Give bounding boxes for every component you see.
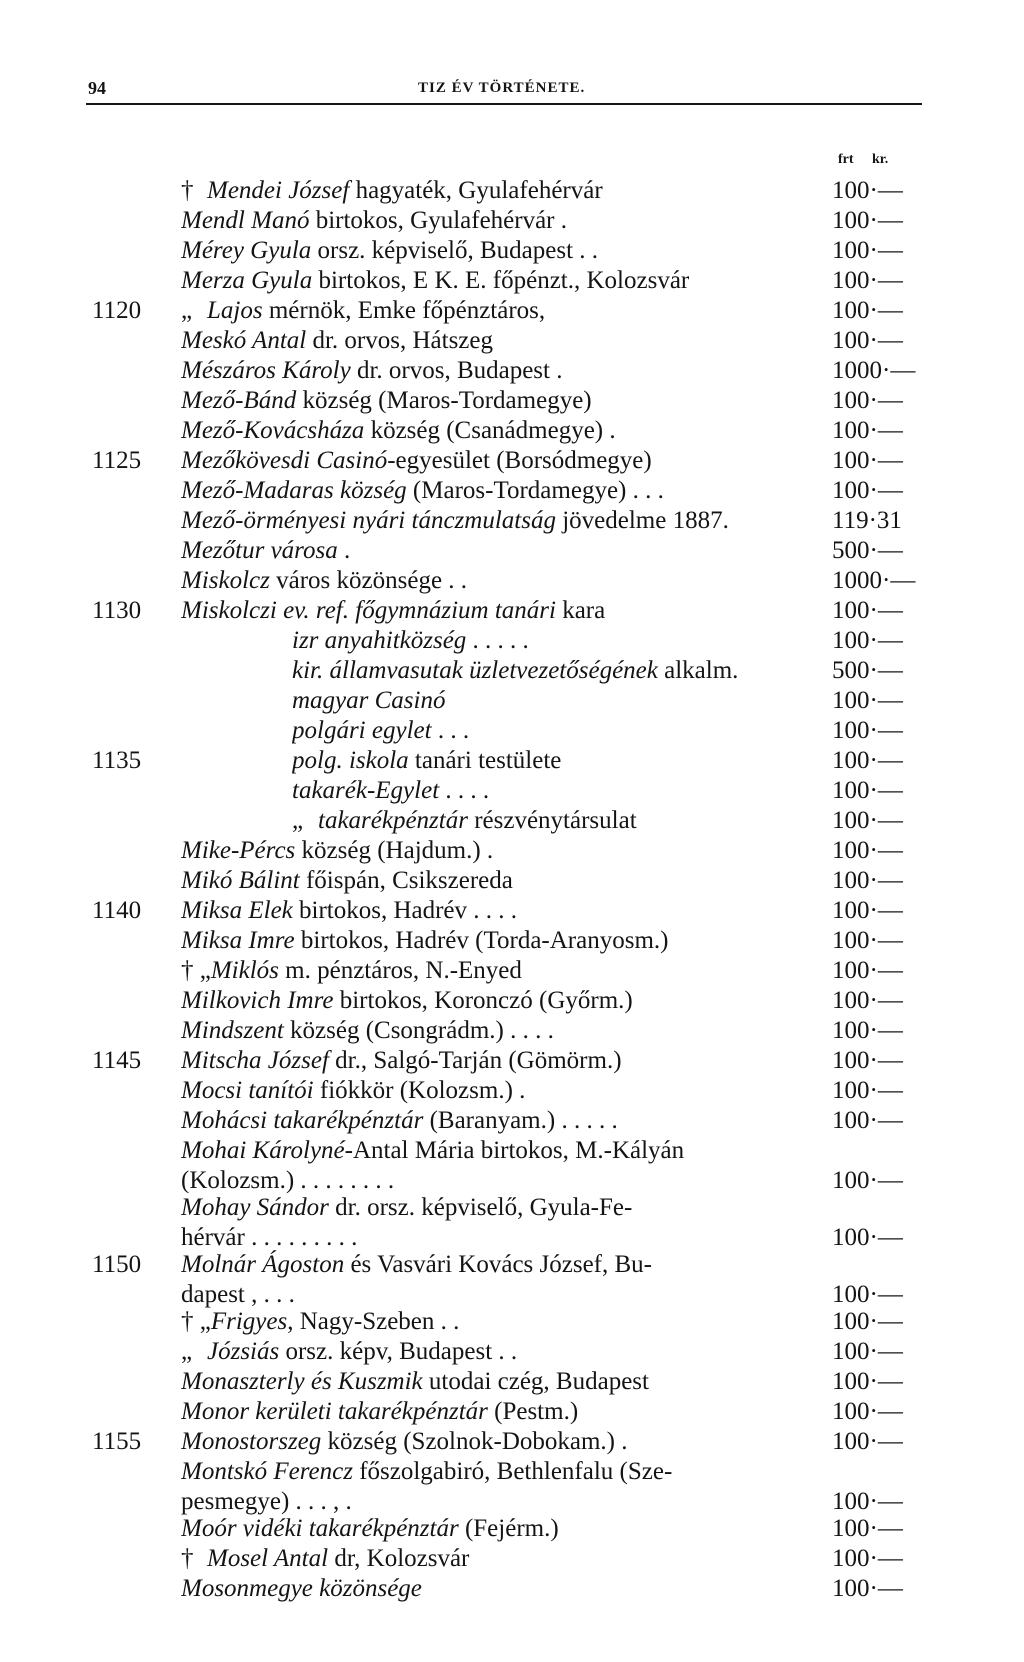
list-item xyxy=(0,206,1024,236)
entry-text xyxy=(181,1106,821,1136)
entry-text xyxy=(292,716,822,746)
entry-description: dr, Kolozsvár xyxy=(328,1545,470,1572)
entry-amount: 100·— xyxy=(832,1515,903,1542)
entry-name: polg. iskola xyxy=(292,747,409,774)
entry-name: takarék-Egylet xyxy=(292,777,440,804)
entry-amount: 100·— xyxy=(832,477,903,504)
entry-name: Frigyes xyxy=(210,1308,288,1335)
entry-amount: 100·— xyxy=(832,207,903,234)
entry-description: . . . . xyxy=(439,777,490,804)
entry-name: Mezőtur városa xyxy=(181,537,338,564)
entry-description: (Kolozsm.) . . . . . . . . xyxy=(181,1167,395,1194)
entry-text xyxy=(292,656,822,686)
entry-number: 1135 xyxy=(92,747,142,774)
entry-description: község (Szolnok-Dobokam.) . xyxy=(321,1428,628,1455)
list-item xyxy=(0,686,1024,716)
entry-name: Miksa Elek xyxy=(181,897,293,924)
entry-description: dr., Salgó-Tarján (Gömörm.) xyxy=(328,1047,622,1074)
running-title: TIZ ÉV TÖRTÉNETE. xyxy=(418,80,586,96)
entry-name: izr anyahitközség xyxy=(292,627,467,654)
entry-description: részvénytársulat xyxy=(467,807,637,834)
entry-amount: 500·— xyxy=(832,657,903,684)
entry-text xyxy=(181,1307,821,1337)
entry-text xyxy=(181,536,821,566)
list-item xyxy=(0,386,1024,416)
entry-text xyxy=(181,1046,821,1076)
entry-amount: 100·— xyxy=(832,267,903,294)
list-item xyxy=(0,716,1024,746)
entry-text xyxy=(181,386,821,416)
entry-text xyxy=(181,1136,821,1166)
entry-name: Mező-örményesi nyári tánczmulatság xyxy=(181,507,556,534)
entry-description: község (Maros-Tordamegye) xyxy=(296,387,592,414)
entry-amount: 100·— xyxy=(832,927,903,954)
entry-amount: 100·— xyxy=(832,1488,903,1515)
entry-text xyxy=(181,1397,821,1427)
entry-text xyxy=(181,926,821,956)
entry-description: fiókkör (Kolozsm.) . xyxy=(313,1077,526,1104)
entry-text xyxy=(181,356,821,386)
entry-text xyxy=(181,476,821,506)
entry-amount: 100·— xyxy=(832,687,903,714)
entry-amount: 100·— xyxy=(832,1545,903,1572)
entry-description: pesmegye) . . . , . xyxy=(181,1488,352,1515)
entry-text xyxy=(181,836,821,866)
entry-description: orsz. képviselő, Budapest . . xyxy=(311,237,599,264)
entry-description: orsz. képv, Budapest . . xyxy=(279,1338,518,1365)
list-item xyxy=(0,836,1024,866)
entry-amount: 100·— xyxy=(832,1338,903,1365)
list-item xyxy=(0,506,1024,536)
list-item xyxy=(0,1046,1024,1076)
entry-name: Mezőkövesdi Casinó xyxy=(181,447,388,474)
list-item xyxy=(0,236,1024,266)
entry-description: dr. orvos, Hátszeg xyxy=(306,327,493,354)
header-rule xyxy=(86,103,922,105)
entry-name: Milkovich Imre xyxy=(181,987,334,1014)
entry-amount: 100·— xyxy=(832,237,903,264)
list-item xyxy=(0,536,1024,566)
entry-amount: 100·— xyxy=(832,1308,903,1335)
entry-text xyxy=(181,866,821,896)
entry-description: birtokos, Gyulafehérvár . xyxy=(309,207,568,234)
list-item xyxy=(0,746,1024,776)
entry-mark: † xyxy=(181,177,194,204)
entry-text xyxy=(181,326,821,356)
entry-text xyxy=(181,206,821,236)
entry-text xyxy=(181,236,821,266)
entry-amount: 100·— xyxy=(832,387,903,414)
entry-amount: 100·— xyxy=(832,897,903,924)
entry-amount: 100·— xyxy=(832,1575,903,1602)
list-item xyxy=(0,1487,1024,1514)
entry-description: . . . xyxy=(431,717,470,744)
entry-text xyxy=(181,1514,821,1544)
entry-name: Mike-Pércs xyxy=(181,837,296,864)
entry-name: Montskó Ferencz xyxy=(181,1458,353,1485)
entry-name: Mocsi tanítói xyxy=(181,1077,314,1104)
entry-name: Mészáros Károly xyxy=(181,357,351,384)
list-item xyxy=(0,1076,1024,1106)
entry-name: Miskolczi ev. ref. főgymnázium tanári xyxy=(181,597,556,624)
entry-description: . . . . . xyxy=(466,627,529,654)
entry-amount: 500·— xyxy=(832,537,903,564)
list-item xyxy=(0,896,1024,926)
entry-amount: 1000·— xyxy=(832,567,916,594)
list-item xyxy=(0,656,1024,686)
entry-description: m. pénztáros, N.-Enyed xyxy=(278,957,522,984)
entry-name: Miklós xyxy=(210,957,279,984)
entry-name: Mendei József xyxy=(207,177,350,204)
list-item xyxy=(0,1016,1024,1046)
entry-description: dapest , . . . xyxy=(181,1281,295,1308)
list-item xyxy=(0,776,1024,806)
entry-text xyxy=(181,446,821,476)
list-item xyxy=(0,326,1024,356)
entry-name: kir. államvasutak üzletvezetőségének xyxy=(292,657,658,684)
entry-amount: 100·— xyxy=(832,447,903,474)
entry-number: 1145 xyxy=(92,1047,142,1074)
entry-amount: 100·— xyxy=(832,1281,903,1308)
list-item xyxy=(0,986,1024,1016)
list-item xyxy=(0,1193,1024,1223)
entry-amount: 100·— xyxy=(832,1047,903,1074)
entry-name: Mosonmegye közönsége xyxy=(181,1575,422,1602)
entry-name: Molnár Ágoston xyxy=(181,1251,345,1278)
entry-name: polgári egylet xyxy=(292,717,432,744)
list-item xyxy=(0,1544,1024,1574)
entry-mark: † „ xyxy=(181,1308,211,1335)
entry-description: birtokos, Koronczó (Győrm.) xyxy=(333,987,633,1014)
entry-text xyxy=(181,176,821,206)
entry-description: , Nagy-Szeben . . xyxy=(287,1308,460,1335)
entry-text xyxy=(181,1076,821,1106)
entry-text xyxy=(181,1574,821,1604)
donor-list xyxy=(0,176,1024,1604)
entry-name: Monostorszeg xyxy=(181,1428,322,1455)
list-item xyxy=(0,356,1024,386)
entry-name: Mohai Károlyné xyxy=(181,1137,345,1164)
entry-amount: 100·— xyxy=(832,957,903,984)
list-item xyxy=(0,1106,1024,1136)
entry-name: Mező-Madaras község xyxy=(181,477,407,504)
entry-description: kara xyxy=(555,597,606,624)
entry-name: Moór vidéki takarékpénztár xyxy=(181,1515,459,1542)
column-kr: kr. xyxy=(872,152,889,167)
entry-amount: 100·— xyxy=(832,777,903,804)
entry-text xyxy=(181,1427,821,1457)
list-item xyxy=(0,926,1024,956)
entry-text xyxy=(292,806,822,836)
list-item xyxy=(0,416,1024,446)
entry-name: Miskolcz xyxy=(181,567,270,594)
list-item xyxy=(0,1457,1024,1487)
entry-amount: 100·— xyxy=(832,327,903,354)
entry-amount: 100·— xyxy=(832,297,903,324)
entry-amount: 100·— xyxy=(832,1368,903,1395)
entry-amount: 100·— xyxy=(832,807,903,834)
list-item xyxy=(0,566,1024,596)
entry-name: takarékpénztár xyxy=(318,807,468,834)
entry-text xyxy=(181,1280,821,1310)
entry-amount: 100·— xyxy=(832,717,903,744)
entry-mark: † xyxy=(181,1545,194,1572)
entry-description: (Maros-Tordamegye) . . . xyxy=(406,477,664,504)
entry-description: birtokos, Hadrév (Torda-Aranyosm.) xyxy=(294,927,669,954)
entry-name: Mohácsi takarékpénztár xyxy=(181,1107,424,1134)
list-item xyxy=(0,1223,1024,1250)
entry-number: 1140 xyxy=(92,897,142,924)
entry-amount: 100·— xyxy=(832,747,903,774)
entry-mark: „ xyxy=(181,1338,193,1365)
list-item xyxy=(0,956,1024,986)
entry-description: alkalm. xyxy=(657,657,739,684)
entry-text xyxy=(181,296,821,326)
page-header xyxy=(88,78,920,102)
entry-text xyxy=(181,1193,821,1223)
entry-text xyxy=(181,1223,821,1253)
entry-mark: † „ xyxy=(181,957,211,984)
entry-number: 1155 xyxy=(92,1428,142,1455)
entry-amount: 100·— xyxy=(832,1107,903,1134)
entry-text xyxy=(292,746,822,776)
entry-description: tanári testülete xyxy=(408,747,562,774)
entry-text xyxy=(181,956,821,986)
entry-mark: „ xyxy=(292,807,304,834)
entry-description: község (Csongrádm.) . . . . xyxy=(283,1017,554,1044)
column-frt: frt xyxy=(838,152,854,167)
entry-text xyxy=(181,1457,821,1487)
column-headings xyxy=(0,152,1024,172)
entry-text xyxy=(181,1367,821,1397)
entry-text xyxy=(181,596,821,626)
entry-amount: 100·— xyxy=(832,597,903,624)
entry-text xyxy=(181,1487,821,1517)
entry-description: hagyaték, Gyulafehérvár xyxy=(349,177,603,204)
entry-name: Mező-Kovácsháza xyxy=(181,417,365,444)
entry-description: . xyxy=(337,537,351,564)
entry-description: jövedelme 1887. xyxy=(555,507,729,534)
entry-name: Mikó Bálint xyxy=(181,867,300,894)
entry-amount: 119·31 xyxy=(832,507,902,534)
entry-name: Mitscha József xyxy=(181,1047,329,1074)
entry-name: Mérey Gyula xyxy=(181,237,312,264)
list-item xyxy=(0,1250,1024,1280)
list-item xyxy=(0,596,1024,626)
page-number: 94 xyxy=(88,78,106,98)
list-item xyxy=(0,1136,1024,1166)
entry-description: és Vasvári Kovács József, Bu- xyxy=(344,1251,653,1278)
list-item xyxy=(0,1397,1024,1427)
entry-description: hérvár . . . . . . . . . xyxy=(181,1224,358,1251)
entry-name: Meskó Antal xyxy=(181,327,307,354)
entry-text xyxy=(181,266,821,296)
entry-description: község (Csanádmegye) . xyxy=(364,417,616,444)
entry-amount: 100·— xyxy=(832,867,903,894)
entry-amount: 100·— xyxy=(832,1428,903,1455)
entry-description: (Pestm.) xyxy=(487,1398,579,1425)
list-item xyxy=(0,1280,1024,1307)
entry-text xyxy=(181,416,821,446)
list-item xyxy=(0,1307,1024,1337)
entry-description: birtokos, Hadrév . . . . xyxy=(292,897,518,924)
entry-description: főispán, Csikszereda xyxy=(299,867,513,894)
entry-description: (Fejérm.) xyxy=(458,1515,559,1542)
list-item xyxy=(0,626,1024,656)
entry-name: Mező-Bánd xyxy=(181,387,297,414)
entry-text xyxy=(181,1337,821,1367)
entry-amount: 100·— xyxy=(832,1398,903,1425)
entry-number: 1150 xyxy=(92,1251,142,1278)
entry-description: -Antal Mária birtokos, M.-Kályán xyxy=(344,1137,685,1164)
list-item xyxy=(0,1166,1024,1193)
list-item xyxy=(0,866,1024,896)
entry-name: Miksa Imre xyxy=(181,927,295,954)
entry-description: birtokos, E K. E. főpénzt., Kolozsvár xyxy=(312,267,690,294)
entry-description: város közönsége . . xyxy=(269,567,468,594)
entry-number: 1125 xyxy=(92,447,142,474)
entry-name: Mosel Antal xyxy=(207,1545,329,1572)
entry-amount: 100·— xyxy=(832,1224,903,1251)
entry-description: dr. orsz. képviselő, Gyula-Fe- xyxy=(328,1194,633,1221)
entry-name: Monor kerületi takarékpénztár xyxy=(181,1398,488,1425)
entry-amount: 100·— xyxy=(832,1077,903,1104)
entry-amount: 100·— xyxy=(832,837,903,864)
entry-name: magyar Casinó xyxy=(292,687,446,714)
entry-amount: 1000·— xyxy=(832,357,916,384)
entry-text xyxy=(181,506,821,536)
entry-text xyxy=(181,986,821,1016)
entry-text xyxy=(181,566,821,596)
list-item xyxy=(0,1367,1024,1397)
entry-name: Mendl Manó xyxy=(181,207,310,234)
entry-name: Mindszent xyxy=(181,1017,284,1044)
entry-amount: 100·— xyxy=(832,1167,903,1194)
entry-text xyxy=(181,1544,821,1574)
entry-text xyxy=(292,626,822,656)
entry-amount: 100·— xyxy=(832,1017,903,1044)
list-item xyxy=(0,1574,1024,1604)
entry-description: község (Hajdum.) . xyxy=(295,837,494,864)
list-item xyxy=(0,296,1024,326)
entry-text xyxy=(292,686,822,716)
entry-text xyxy=(181,896,821,926)
entry-name: Mohay Sándor xyxy=(181,1194,329,1221)
entry-text xyxy=(181,1016,821,1046)
entry-amount: 100·— xyxy=(832,417,903,444)
entry-description: utodai czég, Budapest xyxy=(422,1368,649,1395)
list-item xyxy=(0,1337,1024,1367)
list-item xyxy=(0,176,1024,206)
entry-number: 1130 xyxy=(92,597,142,624)
list-item xyxy=(0,476,1024,506)
entry-amount: 100·— xyxy=(832,177,903,204)
entry-amount: 100·— xyxy=(832,627,903,654)
entry-description: (Baranyam.) . . . . . xyxy=(423,1107,618,1134)
entry-name: Merza Gyula xyxy=(181,267,313,294)
entry-amount: 100·— xyxy=(832,987,903,1014)
entry-number: 1120 xyxy=(92,297,142,324)
entry-description: dr. orvos, Budapest . xyxy=(350,357,563,384)
list-item xyxy=(0,446,1024,476)
entry-description: főszolgabiró, Bethlenfalu (Sze- xyxy=(352,1458,673,1485)
entry-text xyxy=(292,776,822,806)
entry-text xyxy=(181,1166,821,1196)
entry-name: Lajos xyxy=(207,297,263,324)
list-item xyxy=(0,1514,1024,1544)
entry-mark: „ xyxy=(181,297,193,324)
list-item xyxy=(0,266,1024,296)
entry-name: Monaszterly és Kuszmik xyxy=(181,1368,423,1395)
entry-name: Józsiás xyxy=(207,1338,280,1365)
list-item xyxy=(0,1427,1024,1457)
entry-text xyxy=(181,1250,821,1280)
list-item xyxy=(0,806,1024,836)
entry-description: -egyesület (Borsódmegye) xyxy=(387,447,652,474)
entry-description: mérnök, Emke főpénztáros, xyxy=(262,297,546,324)
